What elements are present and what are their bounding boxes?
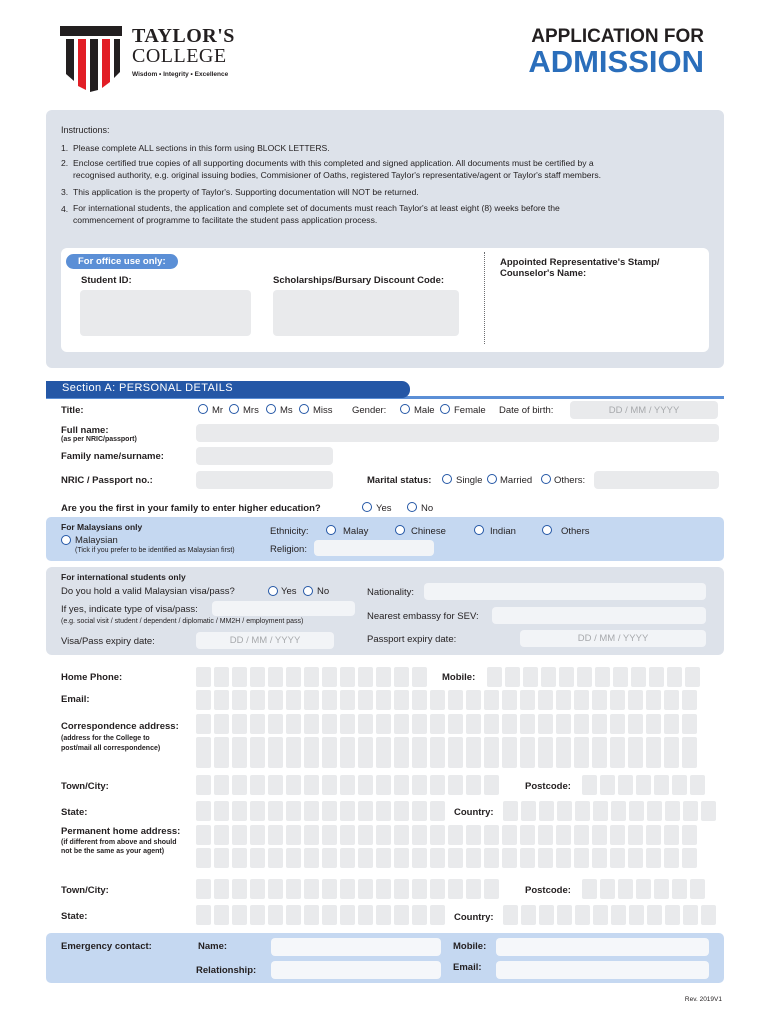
marital-label: Marital status: xyxy=(367,475,432,486)
dob-placeholder: DD / MM / YYYY xyxy=(608,405,680,416)
country-cells[interactable] xyxy=(503,801,716,821)
perm-postcode-cells[interactable] xyxy=(582,879,705,899)
emergency-mobile-label: Mobile: xyxy=(453,941,487,952)
email-label: Email: xyxy=(61,694,90,705)
nationality-label: Nationality: xyxy=(367,587,414,598)
visa-type-field[interactable] xyxy=(212,601,355,616)
emergency-email-field[interactable] xyxy=(496,961,709,979)
emergency-relationship-field[interactable] xyxy=(271,961,441,979)
visa-yes-radio[interactable] xyxy=(268,586,278,596)
state-cells[interactable] xyxy=(196,801,445,821)
scholarship-field[interactable] xyxy=(273,290,459,336)
stamp-label-line1: Appointed Representative's Stamp/ xyxy=(500,257,660,268)
malaysian-label: Malaysian xyxy=(75,535,118,546)
student-id-label: Student ID: xyxy=(81,275,132,286)
town-cells[interactable] xyxy=(196,775,499,795)
instruction-1: Please complete ALL sections in this form using BLOCK LETTERS. xyxy=(73,143,330,153)
ethnicity-malay-radio[interactable] xyxy=(326,525,336,535)
title-mrs-label: Mrs xyxy=(243,405,259,416)
instruction-2-num: 2. xyxy=(61,158,69,168)
full-name-field[interactable] xyxy=(196,424,719,442)
logo-tagline: Wisdom • Integrity • Excellence xyxy=(132,71,229,78)
instruction-4-line2: commencement of programme to facilitate the student pass application process. xyxy=(73,215,378,225)
full-name-note: (as per NRIC/passport) xyxy=(61,436,137,443)
malaysian-radio[interactable] xyxy=(61,535,71,545)
visa-no-radio[interactable] xyxy=(303,586,313,596)
perm-state-cells[interactable] xyxy=(196,905,445,925)
form-title-top: APPLICATION FOR xyxy=(531,26,704,47)
perm-town-cells[interactable] xyxy=(196,879,499,899)
marital-married-radio[interactable] xyxy=(487,474,497,484)
home-phone-label: Home Phone: xyxy=(61,672,123,683)
visa-question: Do you hold a valid Malaysian visa/pass? xyxy=(61,586,235,597)
permanent-address-label: Permanent home address: xyxy=(61,826,181,837)
embassy-label: Nearest embassy for SEV: xyxy=(367,611,479,622)
perm-country-label: Country: xyxy=(454,912,494,923)
state-label: State: xyxy=(61,807,88,818)
instruction-2-line1: Enclose certified true copies of all supporting documents with this completed and signed application. All documents must be certified by a xyxy=(73,158,594,168)
nationality-field[interactable] xyxy=(424,583,706,600)
title-miss-label: Miss xyxy=(313,405,333,416)
marital-single-label: Single xyxy=(456,475,483,486)
logo-emblem-icon xyxy=(60,26,122,94)
international-heading: For international students only xyxy=(61,572,186,582)
ethnicity-indian-radio[interactable] xyxy=(474,525,484,535)
visa-type-note: (e.g. social visit / student / dependent / diplomatic / MM2H / employment pass) xyxy=(61,618,304,625)
visa-expiry-placeholder: DD / MM / YYYY xyxy=(229,635,301,646)
title-ms-label: Ms xyxy=(280,405,293,416)
embassy-field[interactable] xyxy=(492,607,706,624)
email-cells[interactable] xyxy=(196,690,697,710)
gender-male-radio[interactable] xyxy=(400,404,410,414)
religion-field[interactable] xyxy=(314,540,434,556)
form-title-main: ADMISSION xyxy=(528,44,704,79)
scholarship-label: Scholarships/Bursary Discount Code: xyxy=(273,275,445,286)
malaysians-heading: For Malaysians only xyxy=(61,522,143,532)
correspondence-address-row-1[interactable] xyxy=(196,714,697,734)
family-name-field[interactable] xyxy=(196,447,333,465)
home-phone-cells[interactable] xyxy=(196,667,427,687)
ethnicity-indian-label: Indian xyxy=(490,526,516,537)
visa-yes-label: Yes xyxy=(281,586,297,597)
perm-town-label: Town/City: xyxy=(61,885,109,896)
title-mrs-radio[interactable] xyxy=(229,404,239,414)
gender-female-label: Female xyxy=(454,405,486,416)
correspondence-address-row-3[interactable] xyxy=(196,748,697,768)
malaysian-tick-note: (Tick if you prefer to be identified as Malaysian first) xyxy=(75,547,235,554)
postcode-label: Postcode: xyxy=(525,781,571,792)
first-family-question: Are you the first in your family to enter higher education? xyxy=(61,503,321,514)
correspondence-note-1: (address for the College to xyxy=(61,735,150,742)
perm-country-cells[interactable] xyxy=(503,905,716,925)
marital-others-label: Others: xyxy=(554,475,586,486)
emergency-email-label: Email: xyxy=(453,962,482,973)
marital-others-radio[interactable] xyxy=(541,474,551,484)
instruction-3: This application is the property of Taylor's. Supporting documentation will NOT be returned. xyxy=(73,187,419,197)
correspondence-note-2: post/mail all correspondence) xyxy=(61,745,161,752)
perm-postcode-label: Postcode: xyxy=(525,885,571,896)
instruction-4-line1: For international students, the application and complete set of documents must reach Taylor's at least eight (8) weeks before the xyxy=(73,203,560,213)
visa-type-label: If yes, indicate type of visa/pass: xyxy=(61,604,198,615)
correspondence-address-label: Correspondence address: xyxy=(61,721,179,732)
emergency-mobile-field[interactable] xyxy=(496,938,709,956)
full-name-label: Full name: xyxy=(61,425,109,436)
ethnicity-chinese-radio[interactable] xyxy=(395,525,405,535)
permanent-address-row-1[interactable] xyxy=(196,825,697,845)
revision-label: Rev. 2019V1 xyxy=(684,996,722,1003)
mobile-label: Mobile: xyxy=(442,672,476,683)
stamp-label-line2: Counselor's Name: xyxy=(500,268,587,279)
section-a-title: Section A: PERSONAL DETAILS xyxy=(62,382,233,394)
instruction-1-num: 1. xyxy=(61,143,69,153)
emergency-name-field[interactable] xyxy=(271,938,441,956)
ethnicity-malay-label: Malay xyxy=(343,526,369,537)
perm-state-label: State: xyxy=(61,911,88,922)
permanent-note-1: (if different from above and should xyxy=(61,839,177,846)
emergency-relationship-label: Relationship: xyxy=(196,965,257,976)
instruction-2-line2: recognised authority, e.g. original issuing bodies, Commisioner of Oaths, registered Taylor's representative/agent or Taylor's staff members. xyxy=(73,170,602,180)
first-family-no-radio[interactable] xyxy=(407,502,417,512)
family-name-label: Family name/surname: xyxy=(61,451,164,462)
title-miss-radio[interactable] xyxy=(299,404,309,414)
title-mr-label: Mr xyxy=(212,405,224,416)
title-mr-radio[interactable] xyxy=(198,404,208,414)
emergency-label: Emergency contact: xyxy=(61,941,152,952)
ethnicity-others-radio[interactable] xyxy=(542,525,552,535)
office-use-badge: For office use only: xyxy=(66,254,178,269)
passport-expiry-label: Passport expiry date: xyxy=(367,634,457,645)
gender-label: Gender: xyxy=(352,405,387,416)
logo-name-line1: TAYLOR'S xyxy=(132,25,235,47)
instructions-heading: Instructions: xyxy=(61,125,110,135)
instruction-3-num: 3. xyxy=(61,187,69,197)
gender-male-label: Male xyxy=(414,405,435,416)
gender-female-radio[interactable] xyxy=(440,404,450,414)
marital-single-radio[interactable] xyxy=(442,474,452,484)
title-ms-radio[interactable] xyxy=(266,404,276,414)
logo-name-line2: COLLEGE xyxy=(132,45,227,67)
first-family-yes-label: Yes xyxy=(376,503,392,514)
mobile-cells[interactable] xyxy=(487,667,700,687)
permanent-address-row-2[interactable] xyxy=(196,848,697,868)
nric-field[interactable] xyxy=(196,471,333,489)
emergency-name-label: Name: xyxy=(198,941,228,952)
religion-label: Religion: xyxy=(270,544,307,555)
passport-expiry-placeholder: DD / MM / YYYY xyxy=(577,633,649,644)
town-label: Town/City: xyxy=(61,781,109,792)
office-divider xyxy=(484,252,485,344)
visa-expiry-label: Visa/Pass expiry date: xyxy=(61,636,155,647)
marital-others-field[interactable] xyxy=(594,471,719,489)
ethnicity-chinese-label: Chinese xyxy=(411,526,446,537)
ethnicity-label: Ethnicity: xyxy=(270,526,309,537)
permanent-note-2: not be the same as your agent) xyxy=(61,848,165,855)
student-id-field[interactable] xyxy=(80,290,251,336)
title-label: Title: xyxy=(61,405,84,416)
country-label: Country: xyxy=(454,807,494,818)
dob-label: Date of birth: xyxy=(499,405,554,416)
postcode-cells[interactable] xyxy=(582,775,705,795)
first-family-yes-radio[interactable] xyxy=(362,502,372,512)
visa-no-label: No xyxy=(317,586,330,597)
first-family-no-label: No xyxy=(421,503,434,514)
marital-married-label: Married xyxy=(500,475,533,486)
ethnicity-others-label: Others xyxy=(561,526,590,537)
instruction-4-num: 4. xyxy=(61,204,69,214)
nric-label: NRIC / Passport no.: xyxy=(61,475,153,486)
